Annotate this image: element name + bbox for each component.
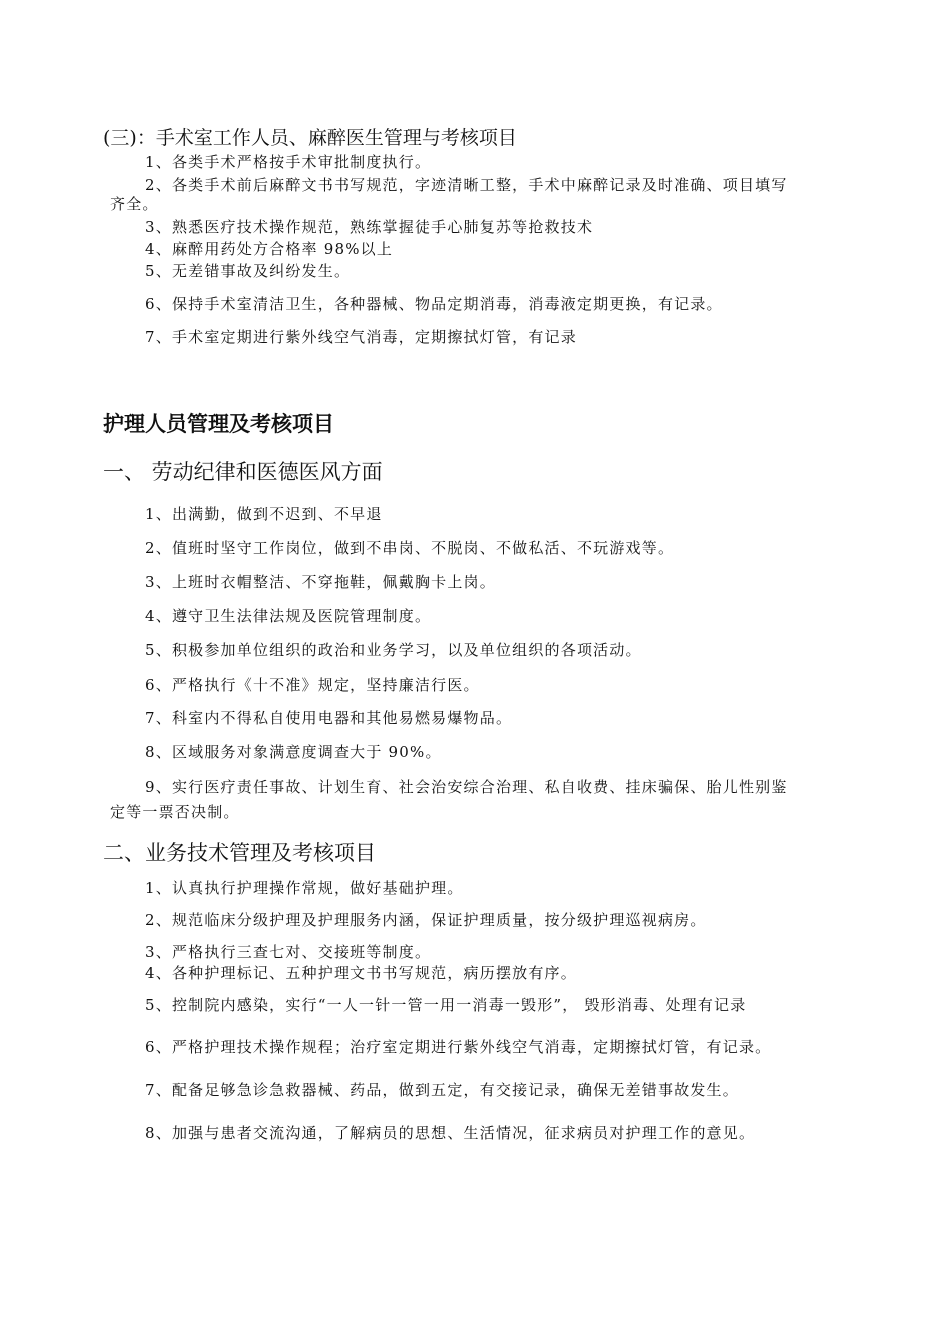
nursing-title: 护理人员管理及考核项目	[103, 411, 334, 436]
part2-item-3: 3、严格执行三查七对、交接班等制度。	[145, 943, 432, 961]
part2-item-2: 2、规范临床分级护理及护理服务内涵，保证护理质量，按分级护理巡视病房。	[145, 911, 707, 929]
section3-title: (三)：手术室工作人员、麻醉医生管理与考核项目	[103, 127, 517, 149]
part1-item-2: 2、值班时坚守工作岗位，做到不串岗、不脱岗、不做私活、不玩游戏等。	[145, 539, 675, 557]
part2-item-5: 5、控制院内感染，实行“一人一针一管一用一消毒一毁形”， 毁形消毒、处理有记录	[145, 996, 747, 1014]
section3-item-6: 6、保持手术室清洁卫生，各种器械、物品定期消毒，消毒液定期更换，有记录。	[145, 295, 723, 313]
part2-item-6: 6、严格护理技术操作规程；治疗室定期进行紫外线空气消毒，定期擦拭灯管，有记录。	[145, 1038, 772, 1056]
section3-item-2-cont: 齐全。	[110, 195, 159, 213]
section3-item-1: 1、各类手术严格按手术审批制度执行。	[145, 153, 432, 171]
part2-item-7: 7、配备足够急诊急救器械、药品，做到五定，有交接记录，确保无差错事故发生。	[145, 1081, 739, 1099]
section3-item-2: 2、各类手术前后麻醉文书书写规范，字迹清晰工整，手术中麻醉记录及时准确、项目填写	[145, 176, 788, 194]
part1-item-8: 8、区域服务对象满意度调查大于 90%。	[145, 743, 442, 761]
section3-item-3: 3、熟悉医疗技术操作规范，熟练掌握徒手心肺复苏等抢救技术	[145, 218, 594, 236]
part2-item-8: 8、加强与患者交流沟通，了解病员的思想、生活情况，征求病员对护理工作的意见。	[145, 1124, 756, 1142]
part1-item-1: 1、出满勤，做到不迟到、不早退	[145, 505, 383, 523]
part2-item-4: 4、各种护理标记、五种护理文书书写规范，病历摆放有序。	[145, 964, 577, 982]
part1-item-7: 7、科室内不得私自使用电器和其他易燃易爆物品。	[145, 709, 513, 727]
part1-item-9-cont: 定等一票否决制。	[110, 803, 240, 821]
section3-item-7: 7、手术室定期进行紫外线空气消毒，定期擦拭灯管，有记录	[145, 328, 577, 346]
part2-title: 二、业务技术管理及考核项目	[103, 841, 376, 865]
part1-item-3: 3、上班时衣帽整洁、不穿拖鞋，佩戴胸卡上岗。	[145, 573, 496, 591]
section3-item-5: 5、无差错事故及纠纷发生。	[145, 262, 351, 280]
part1-item-6: 6、严格执行《十不准》规定，坚持廉洁行医。	[145, 676, 480, 694]
part1-title: 一、 劳动纪律和医德医风方面	[103, 460, 383, 484]
section3-item-4: 4、麻醉用药处方合格率 98%以上	[145, 240, 394, 258]
part1-item-4: 4、遵守卫生法律法规及医院管理制度。	[145, 607, 432, 625]
part1-item-5: 5、积极参加单位组织的政治和业务学习，以及单位组织的各项活动。	[145, 641, 642, 659]
part1-item-9: 9、实行医疗责任事故、计划生育、社会治安综合治理、私自收费、挂床骗保、胎儿性别鉴	[145, 778, 788, 796]
part2-item-1: 1、认真执行护理操作常规，做好基础护理。	[145, 879, 464, 897]
